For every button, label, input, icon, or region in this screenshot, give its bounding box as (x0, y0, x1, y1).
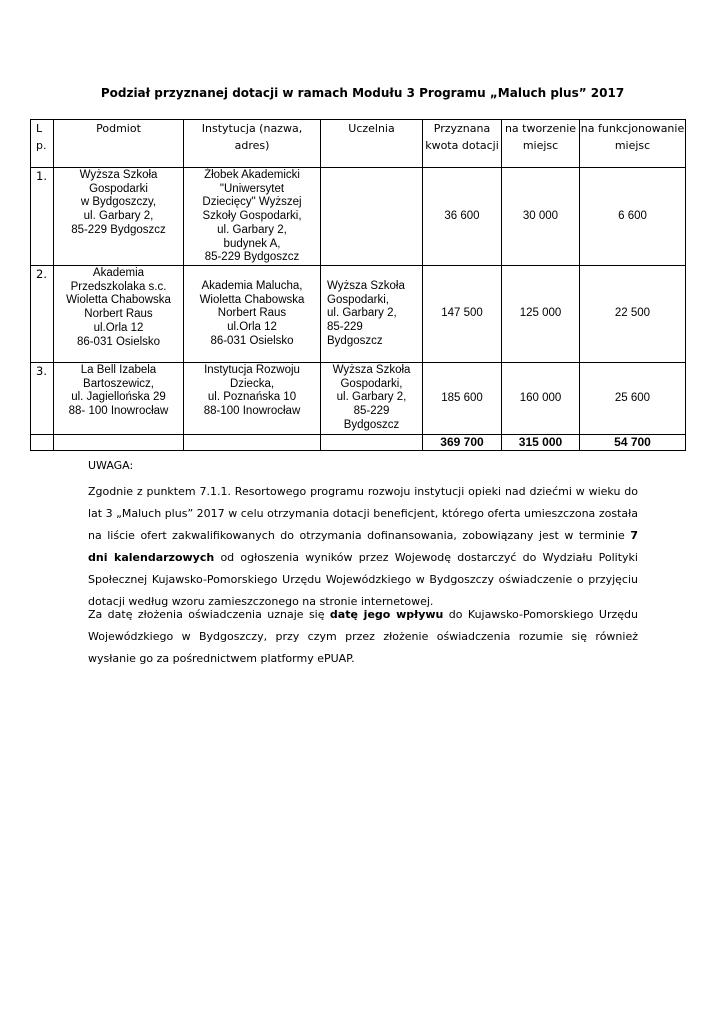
header-podmiot: Podmiot (54, 120, 184, 168)
header-tworzenie: na tworzenie miejsc (502, 120, 580, 168)
grant-table (30, 119, 686, 451)
notice-paragraph-1 (88, 481, 638, 613)
row-funkcjonowanie: 6 600 (580, 168, 686, 266)
notice-p1-text-rest: od ogłoszenia wyników przez Wojewodę dostarczyć do Wydziału Polityki Społecznej Kujawsko-Pomorskiego Urzędu Wojewódzkiego w Bydgoszczy oświadczenie o przyjęciu dotacji według wzoru zamieszczonego na stronie internetowej. (88, 551, 638, 608)
totals-empty-cell (321, 435, 423, 451)
notice-p1-text: Zgodnie z punktem 7.1.1. Resortowego programu rozwoju instytucji opieki nad dziećmi w wieku do lat 3 „Maluch plus” 2017 w celu otrzymania dotacji beneficjent, którego oferta umieszczona została na liście ofert zakwalifikowanych do otrzymania dofinansowania, zobowiązany jest w terminie (88, 485, 638, 542)
row-kwota: 147 500 (423, 266, 502, 363)
header-lp: L p. (31, 120, 54, 168)
row-uczelnia: Wyższa Szkoła Gospodarki, ul. Garbary 2, 85-229 Bydgoszcz (321, 363, 423, 435)
row-kwota: 185 600 (423, 363, 502, 435)
total-kwota: 369 700 (423, 435, 502, 451)
total-tworzenie: 315 000 (502, 435, 580, 451)
table-header-row (31, 120, 686, 168)
notice-label: UWAGA: (88, 459, 134, 472)
totals-empty-cell (31, 435, 54, 451)
row-uczelnia (321, 168, 423, 266)
row-instytucja: Instytucja Rozwoju Dziecka, ul. Poznańska 10 88-100 Inowrocław (184, 363, 321, 435)
total-funkcjonowanie: 54 700 (580, 435, 686, 451)
header-uczelnia: Uczelnia (321, 120, 423, 168)
row-funkcjonowanie: 25 600 (580, 363, 686, 435)
table-row (31, 363, 686, 435)
table-row (31, 168, 686, 266)
notice-paragraph-2 (88, 604, 638, 670)
row-uczelnia: Wyższa Szkoła Gospodarki, ul. Garbary 2, 85-229 Bydgoszcz (321, 266, 423, 363)
row-instytucja: Żłobek Akademicki "Uniwersytet Dziecięcy" Wyższej Szkoły Gospodarki, ul. Garbary 2, budynek A, 85-229 Bydgoszcz (184, 168, 321, 266)
row-tworzenie: 125 000 (502, 266, 580, 363)
notice-p1-deadline: 7 dni kalendarzowych (88, 529, 638, 564)
table-row (31, 266, 686, 363)
row-tworzenie: 160 000 (502, 363, 580, 435)
notice-p2-text: Za datę złożenia oświadczenia uznaje się (88, 608, 330, 621)
row-podmiot: Wyższa Szkoła Gospodarki w Bydgoszczy, ul. Garbary 2, 85-229 Bydgoszcz (54, 168, 184, 266)
row-lp: 3. (31, 363, 54, 435)
row-podmiot: Akademia Przedszkolaka s.c. Wioletta Chabowska Norbert Raus ul.Orla 12 86-031 Osielsko (54, 266, 184, 363)
notice-p2-emphasis: datę jego wpływu (329, 608, 444, 621)
row-funkcjonowanie: 22 500 (580, 266, 686, 363)
row-lp: 2. (31, 266, 54, 363)
row-podmiot: La Bell Izabela Bartoszewicz, ul. Jagiellońska 29 88- 100 Inowrocław (54, 363, 184, 435)
document-title: Podział przyznanej dotacji w ramach Modułu 3 Programu „Maluch plus” 2017 (100, 86, 625, 100)
notice-p2-text-rest: do Kujawsko-Pomorskiego Urzędu Wojewódzkiego w Bydgoszczy, przy czym przez złożenie oświadczenia rozumie się również wysłanie go za pośrednictwem platformy ePUAP. (88, 608, 639, 665)
header-kwota: Przyznana kwota dotacji (423, 120, 502, 168)
header-instytucja: Instytucja (nazwa, adres) (184, 120, 321, 168)
totals-row (31, 435, 686, 451)
row-kwota: 36 600 (423, 168, 502, 266)
row-instytucja: Akademia Malucha, Wioletta Chabowska Norbert Raus ul.Orla 12 86-031 Osielsko (184, 266, 321, 363)
row-lp: 1. (31, 168, 54, 266)
totals-empty-cell (184, 435, 321, 451)
row-tworzenie: 30 000 (502, 168, 580, 266)
totals-empty-cell (54, 435, 184, 451)
header-funkcjonowanie: na funkcjonowanie miejsc (580, 120, 686, 168)
